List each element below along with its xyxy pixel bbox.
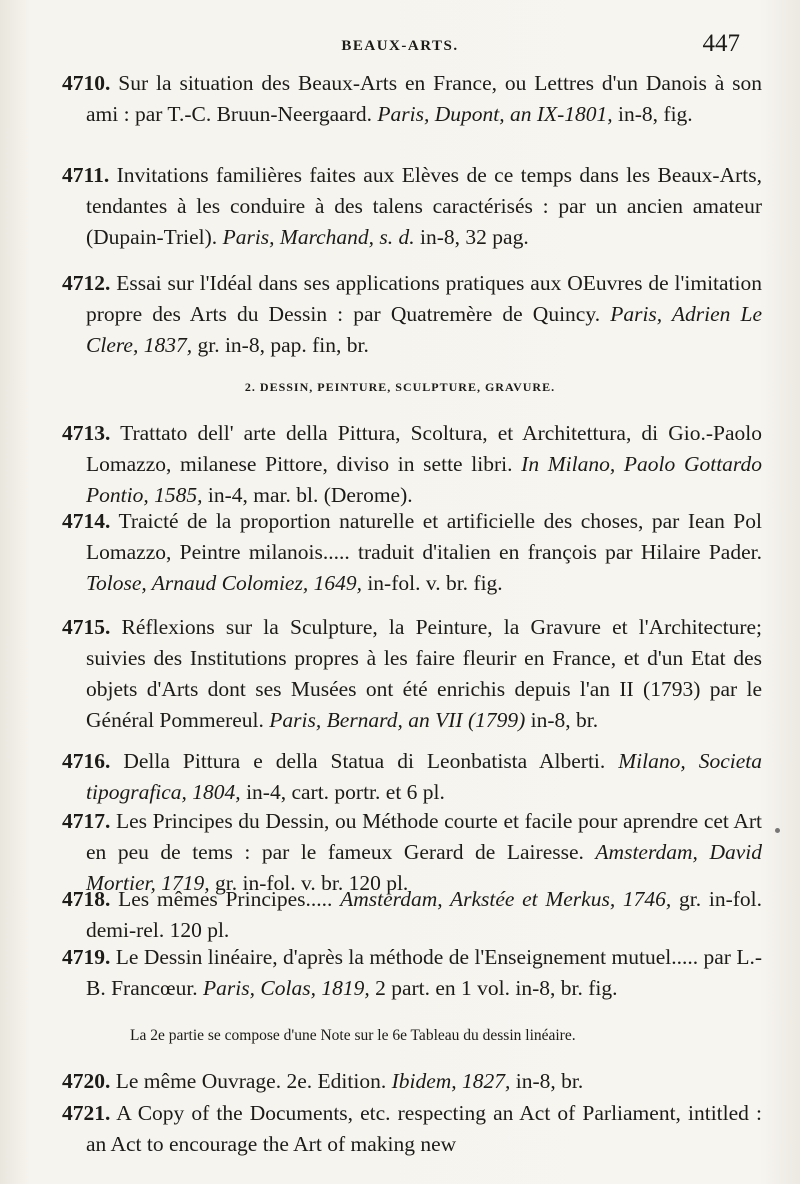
entry-imprint: Amsterdam, Arkstée et Merkus, 1746, (340, 887, 672, 911)
entry-imprint: Paris, Marchand, s. d. (222, 225, 415, 249)
catalogue-entry-4718 (62, 884, 762, 946)
entry-number: 4713. (62, 421, 111, 445)
entry-text: Invitations familières faites aux Elèves de ce temps dans les Beaux-Arts, tendantes à les conduire à des talens caractérisés : par un ancien amateur (Dupain-Triel). (86, 163, 762, 249)
entry-text: Réflexions sur la Sculpture, la Peinture, la Gravure et l'Architecture; suivies des Institutions propres à les faire fleurir en France, et d'un Etat des objets d'Arts dont ses Musées ont été enrichis depuis l'an II (1793) par le Général Pommereul. (86, 615, 763, 732)
catalogue-entry-4715 (62, 612, 762, 736)
entry-collation: in-fol. v. br. fig. (361, 571, 503, 595)
entry-collation: in-8, 32 pag. (414, 225, 529, 249)
entry-collation: 2 part. en 1 vol. in-8, br. fig. (369, 976, 618, 1000)
entry-number: 4715. (62, 615, 111, 639)
running-head (60, 30, 740, 60)
entry-imprint: Amsterdam, David Mortier, 1719, (86, 840, 763, 895)
entry-number: 4719. (62, 945, 111, 969)
entry-collation: in-8, br. (510, 1069, 584, 1093)
entry-text: Trattato dell' arte della Pittura, Scoltura, et Architettura, di Gio.-Paolo Lomazzo, milanese Pittore, diviso in sette libri. (86, 421, 762, 476)
entry-collation: in-8, fig. (612, 102, 693, 126)
entry-number: 4716. (62, 749, 111, 773)
entry-collation: in-4, mar. bl. (Derome). (202, 483, 413, 507)
entry-note: La 2e partie se compose d'une Note sur le 6e Tableau du dessin linéaire. (130, 1027, 576, 1044)
page-number: 447 (702, 30, 740, 57)
section-heading: 2. DESSIN, PEINTURE, SCULPTURE, GRAVURE. (244, 380, 556, 394)
entry-imprint: In Milano, Paolo Gottardo Pontio, 1585, (86, 452, 762, 507)
entry-collation: in-8, br. (525, 708, 599, 732)
entry-collation: in-4, cart. portr. et 6 pl. (240, 780, 445, 804)
entry-number: 4711. (62, 163, 110, 187)
entry-collation: gr. in-fol. demi-rel. 120 pl. (86, 887, 762, 942)
catalogue-entry-4711 (62, 160, 762, 253)
entry-number: 4710. (62, 71, 111, 95)
catalogue-entry-4719 (62, 942, 762, 1004)
catalogue-entry-4714 (62, 506, 762, 599)
entry-text: A Copy of the Documents, etc. respecting an Act of Parliament, intitled : an Act to encourage the Art of making new (86, 1101, 762, 1156)
entry-number: 4717. (62, 809, 111, 833)
entry-imprint: Paris, Dupont, an IX-1801, (377, 102, 613, 126)
entry-number: 4718. (62, 887, 111, 911)
catalogue-entry-4716 (62, 746, 762, 808)
entry-text: Le même Ouvrage. 2e. Edition. (115, 1069, 392, 1093)
catalogue-entry-4713 (62, 418, 762, 511)
catalogue-entry-4720 (62, 1066, 762, 1097)
entry-number: 4712. (62, 271, 111, 295)
entry-imprint: Ibidem, 1827, (391, 1069, 511, 1093)
entry-number: 4721. (62, 1101, 111, 1125)
entry-imprint: Paris, Bernard, an VII (1799) (269, 708, 526, 732)
entry-imprint: Paris, Adrien Le Clere, 1837, (86, 302, 762, 357)
entry-number: 4720. (62, 1069, 111, 1093)
entry-imprint: Milano, Societa tipografica, 1804, (86, 749, 762, 804)
entry-imprint: Paris, Colas, 1819, (203, 976, 370, 1000)
entry-text: Essai sur l'Idéal dans ses applications pratiques aux OEuvres de l'imitation propre des Arts du Dessin : par Quatremère de Quincy. (86, 271, 763, 326)
entry-text: Les Principes du Dessin, ou Méthode courte et facile pour aprendre cet Art en peu de tems : par le fameux Gerard de Lairesse. (86, 809, 762, 864)
entry-number: 4714. (62, 509, 111, 533)
entry-text: Sur la situation des Beaux-Arts en France, ou Lettres d'un Danois à son ami : par T.-C. Bruun-Neergaard. (86, 71, 763, 126)
margin-ink-dot (775, 828, 780, 833)
entry-text: Le Dessin linéaire, d'après la méthode de l'Enseignement mutuel..... par L.-B. Francœur. (86, 945, 763, 1000)
entry-text: Della Pittura e della Statua di Leonbatista Alberti. (123, 749, 619, 773)
entry-imprint: Tolose, Arnaud Colomiez, 1649, (86, 571, 362, 595)
entry-text: Traicté de la proportion naturelle et artificielle des choses, par Iean Pol Lomazzo, Peintre milanois..... traduit d'italien en françois par Hilaire Pader. (86, 509, 762, 564)
catalogue-entry-4721 (62, 1098, 762, 1160)
running-head-title: BEAUX-ARTS. (341, 38, 459, 54)
entry-collation: gr. in-fol. v. br. 120 pl. (209, 871, 409, 895)
entry-text: Les mêmes Principes..... (118, 887, 341, 911)
catalogue-entry-4710 (62, 68, 762, 130)
entry-collation: gr. in-8, pap. fin, br. (192, 333, 369, 357)
catalogue-entry-4712 (62, 268, 762, 361)
